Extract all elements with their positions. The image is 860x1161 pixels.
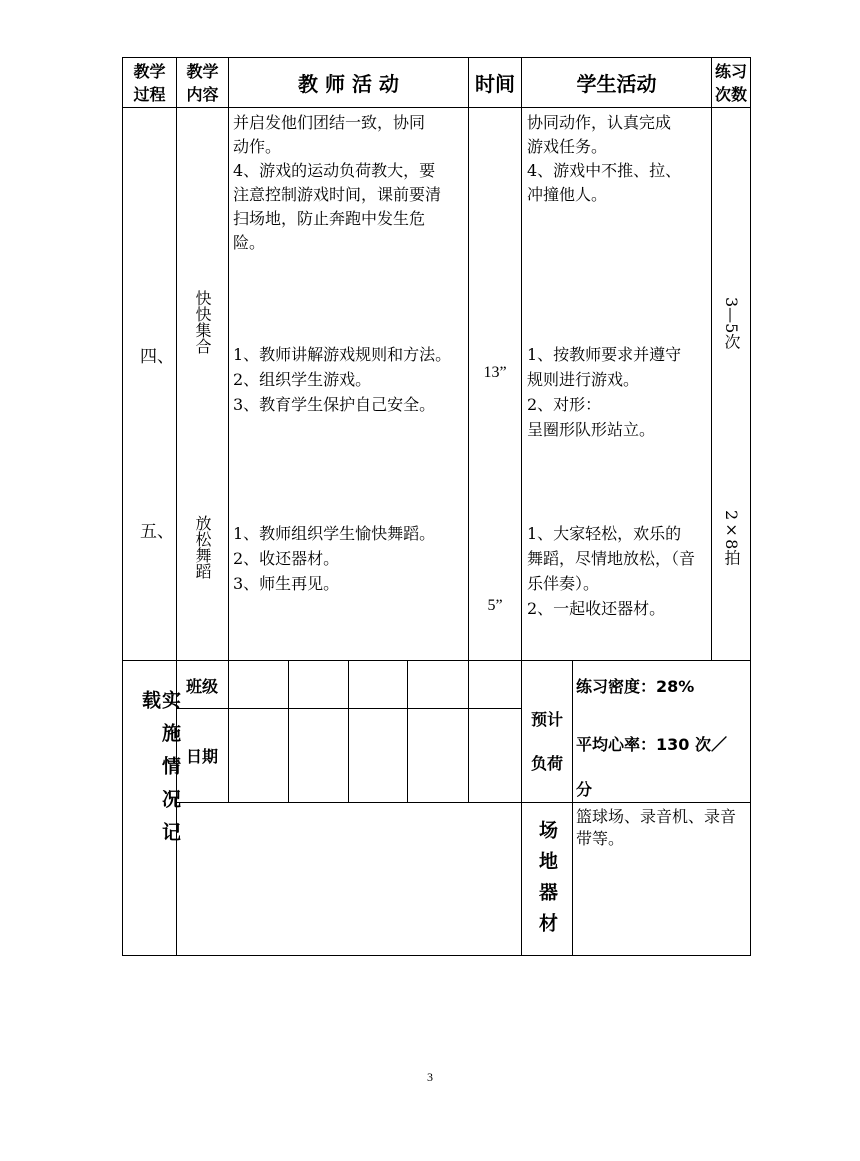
time-four: 13” xyxy=(483,364,507,381)
teacher-activity-five: 1、教师组织学生愉快舞蹈。 2、收还器材。 3、师生再见。 xyxy=(233,524,436,593)
reps-four: 3—5次 xyxy=(722,297,741,350)
header-process: 教学 过程 xyxy=(133,62,166,104)
col-divider-2 xyxy=(228,57,229,803)
load-label: 预计 负荷 xyxy=(530,710,563,773)
class-label: 班级 xyxy=(186,677,219,696)
section-divider xyxy=(122,660,751,661)
header-reps: 练习 次数 xyxy=(714,62,747,104)
page-number: 3 xyxy=(427,1070,433,1084)
blank-col-1 xyxy=(288,660,289,803)
col-divider-4 xyxy=(521,57,522,956)
process-four: 四、 xyxy=(140,347,174,367)
header-student-activity: 学生活动 xyxy=(576,72,657,96)
header-bottom-rule xyxy=(122,107,751,108)
time-five: 5” xyxy=(487,597,503,614)
process-five: 五、 xyxy=(140,522,174,542)
blank-col-3 xyxy=(407,660,408,803)
implementation-title: 实施情况记载 xyxy=(139,690,181,855)
teacher-continued-text: 并启发他们团结一致，协同 动作。 4、游戏的运动负荷教大，要 注意控制游戏时间，课前要清 扫场地，防止奔跑中发生危 险。 xyxy=(233,113,442,252)
blank-col-2 xyxy=(348,660,349,803)
date-label: 日期 xyxy=(186,747,219,766)
reps-five: 2×8拍 xyxy=(722,510,741,566)
student-continued-text: 协同动作，认真完成 游戏任务。 4、游戏中不推、拉、 冲撞他人。 xyxy=(527,113,682,204)
table-border-top xyxy=(122,57,751,58)
venue-label: 场地器材 xyxy=(536,820,558,944)
average-heart-rate: 平均心率：130 次／ 分 xyxy=(576,735,727,799)
content-quick-gather: 快快集合 xyxy=(193,290,212,354)
venue-equipment: 篮球场、录音机、录音 带等。 xyxy=(576,807,737,848)
practice-density: 练习密度：28% xyxy=(576,677,695,696)
header-teacher-activity: 教 师 活 动 xyxy=(298,72,399,96)
student-activity-five: 1、大家轻松，欢乐的 舞蹈，尽情地放松，（音 乐伴奏）。 2、一起收还器材。 xyxy=(527,524,696,618)
header-content: 教学 内容 xyxy=(186,62,219,104)
student-activity-four: 1、按教师要求并遵守 规则进行游戏。 2、对形： 呈圈形队形站立。 xyxy=(527,345,682,439)
table-border-bottom xyxy=(122,955,751,956)
table-border-left xyxy=(122,57,123,956)
teacher-activity-four: 1、教师讲解游戏规则和方法。 2、组织学生游戏。 3、教育学生保护自己安全。 xyxy=(233,345,452,414)
content-relax-dance: 放松舞蹈 xyxy=(193,515,212,579)
header-time: 时间 xyxy=(475,72,515,96)
